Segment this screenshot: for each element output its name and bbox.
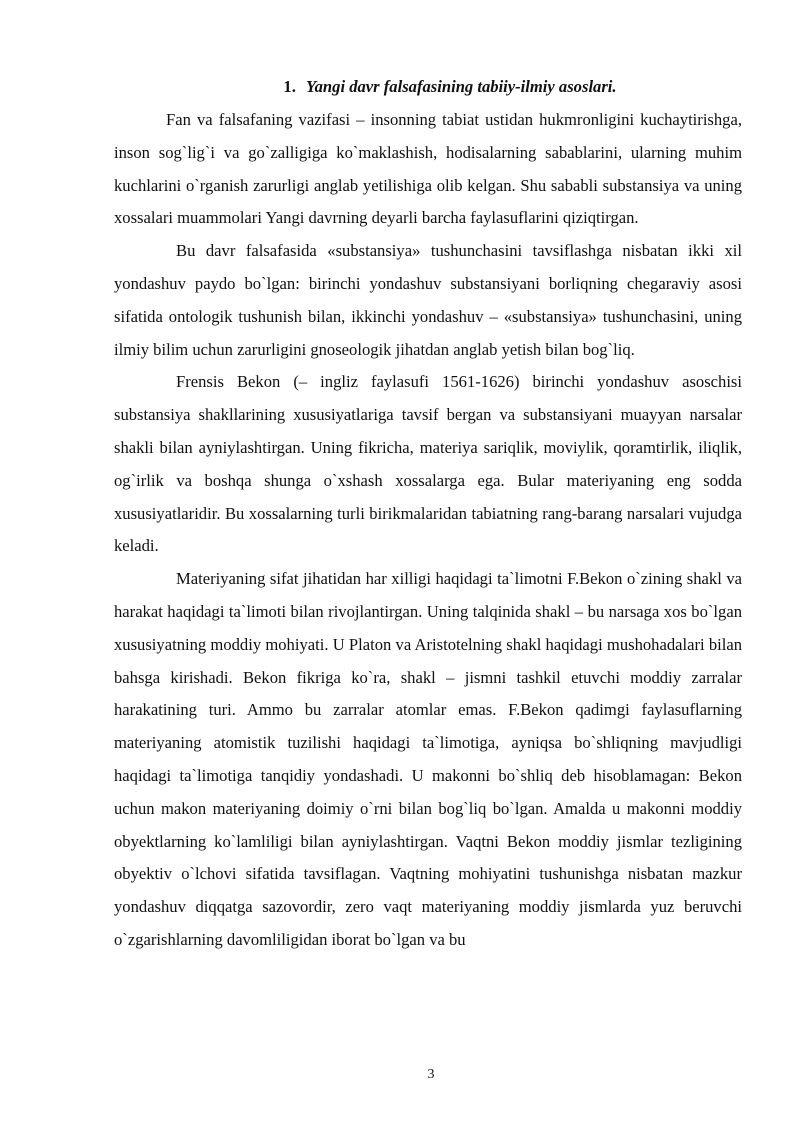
paragraph-1: Fan va falsafaning vazifasi – insonning tabiat ustidan hukmronligini kuchaytirishga, inson sog`lig`i va go`zalligiga ko`maklashish, hodisalarning sabablarini, ularning muhim kuchlarini o`rganish zarurligi anglab yetilishiga olib kelgan. Shu sababli substansiya va uning xossalari muammolari Yangi davrning deyarli barcha faylasuflarini qiziqtirgan.	[114, 110, 742, 228]
section-number: 1.	[283, 77, 296, 96]
page-content	[114, 72, 742, 957]
paragraph-4: Materiyaning sifat jihatidan har xilligi haqidagi ta`limotni F.Bekon o`zining shakl va harakat haqidagi ta`limoti bilan rivojlantirgan. Uning talqinida shakl – bu narsaga xos bo`lgan xususiyatning moddiy mohiyati. U Platon va Aristotelning shakl haqidagi mushohadalari bilan bahsga kirishadi. Bekon fikriga ko`ra, shakl – jismni tashkil etuvchi moddiy zarralar harakatining turi. Ammo bu zarralar atomlar emas. F.Bekon qadimgi faylasuflarning materiyaning atomistik tuzilishi haqidagi ta`limotiga, ayniqsa bo`shliqning mavjudligi haqidagi ta`limotiga tanqidiy yondashadi. U makonni bo`shliq deb hisoblamagan: Bekon uchun makon materiyaning doimiy o`rni bilan bog`liq bo`lgan. Amalda u makonni moddiy obyektlarning ko`lamliligi bilan ayniylashtirgan. Vaqtni Bekon moddiy jismlar tezligining obyektiv o`lchovi sifatida tavsiflagan. Vaqtning mohiyatini tushunishga nisbatan mazkur yondashuv diqqatga sazovordir, zero vaqt materiyaning moddiy jismlarda yuz beruvchi o`zgarishlarning davomliligidan iborat bo`lgan va bu	[114, 569, 742, 949]
paragraph-3: Frensis Bekon (– ingliz faylasufi 1561-1626) birinchi yondashuv asoschisi substansiya shakllarining xususiyatlariga tavsif bergan va substansiyani muayyan narsalar shakli bilan ayniylashtirgan. Uning fikricha, materiya sariqlik, moviylik, qoramtirlik, iliqlik, og`irlik va boshqa shunga o`xshash xossalarga ega. Bular materiyaning eng sodda xususiyatlaridir. Bu xossalarning turli birikmalaridan tabiatning rang-barang narsalari vujudga keladi.	[114, 372, 742, 556]
page-number: 3	[427, 1067, 435, 1082]
paragraph-2: Bu davr falsafasida «substansiya» tushunchasini tavsiflashga nisbatan ikki xil yondashuv paydo bo`lgan: birinchi yondashuv substansiyani borliqning chegaraviy asosi sifatida ontologik tushunish bilan, ikkinchi yondashuv – «substansiya» tushunchasini, uning ilmiy bilim uchun zarurligini gnoseologik jihatdan anglab yetish bilan bog`liq.	[114, 241, 742, 359]
section-title: Yangi davr falsafasining tabiiy-ilmiy asoslari.	[306, 77, 617, 96]
section-heading	[114, 72, 742, 102]
